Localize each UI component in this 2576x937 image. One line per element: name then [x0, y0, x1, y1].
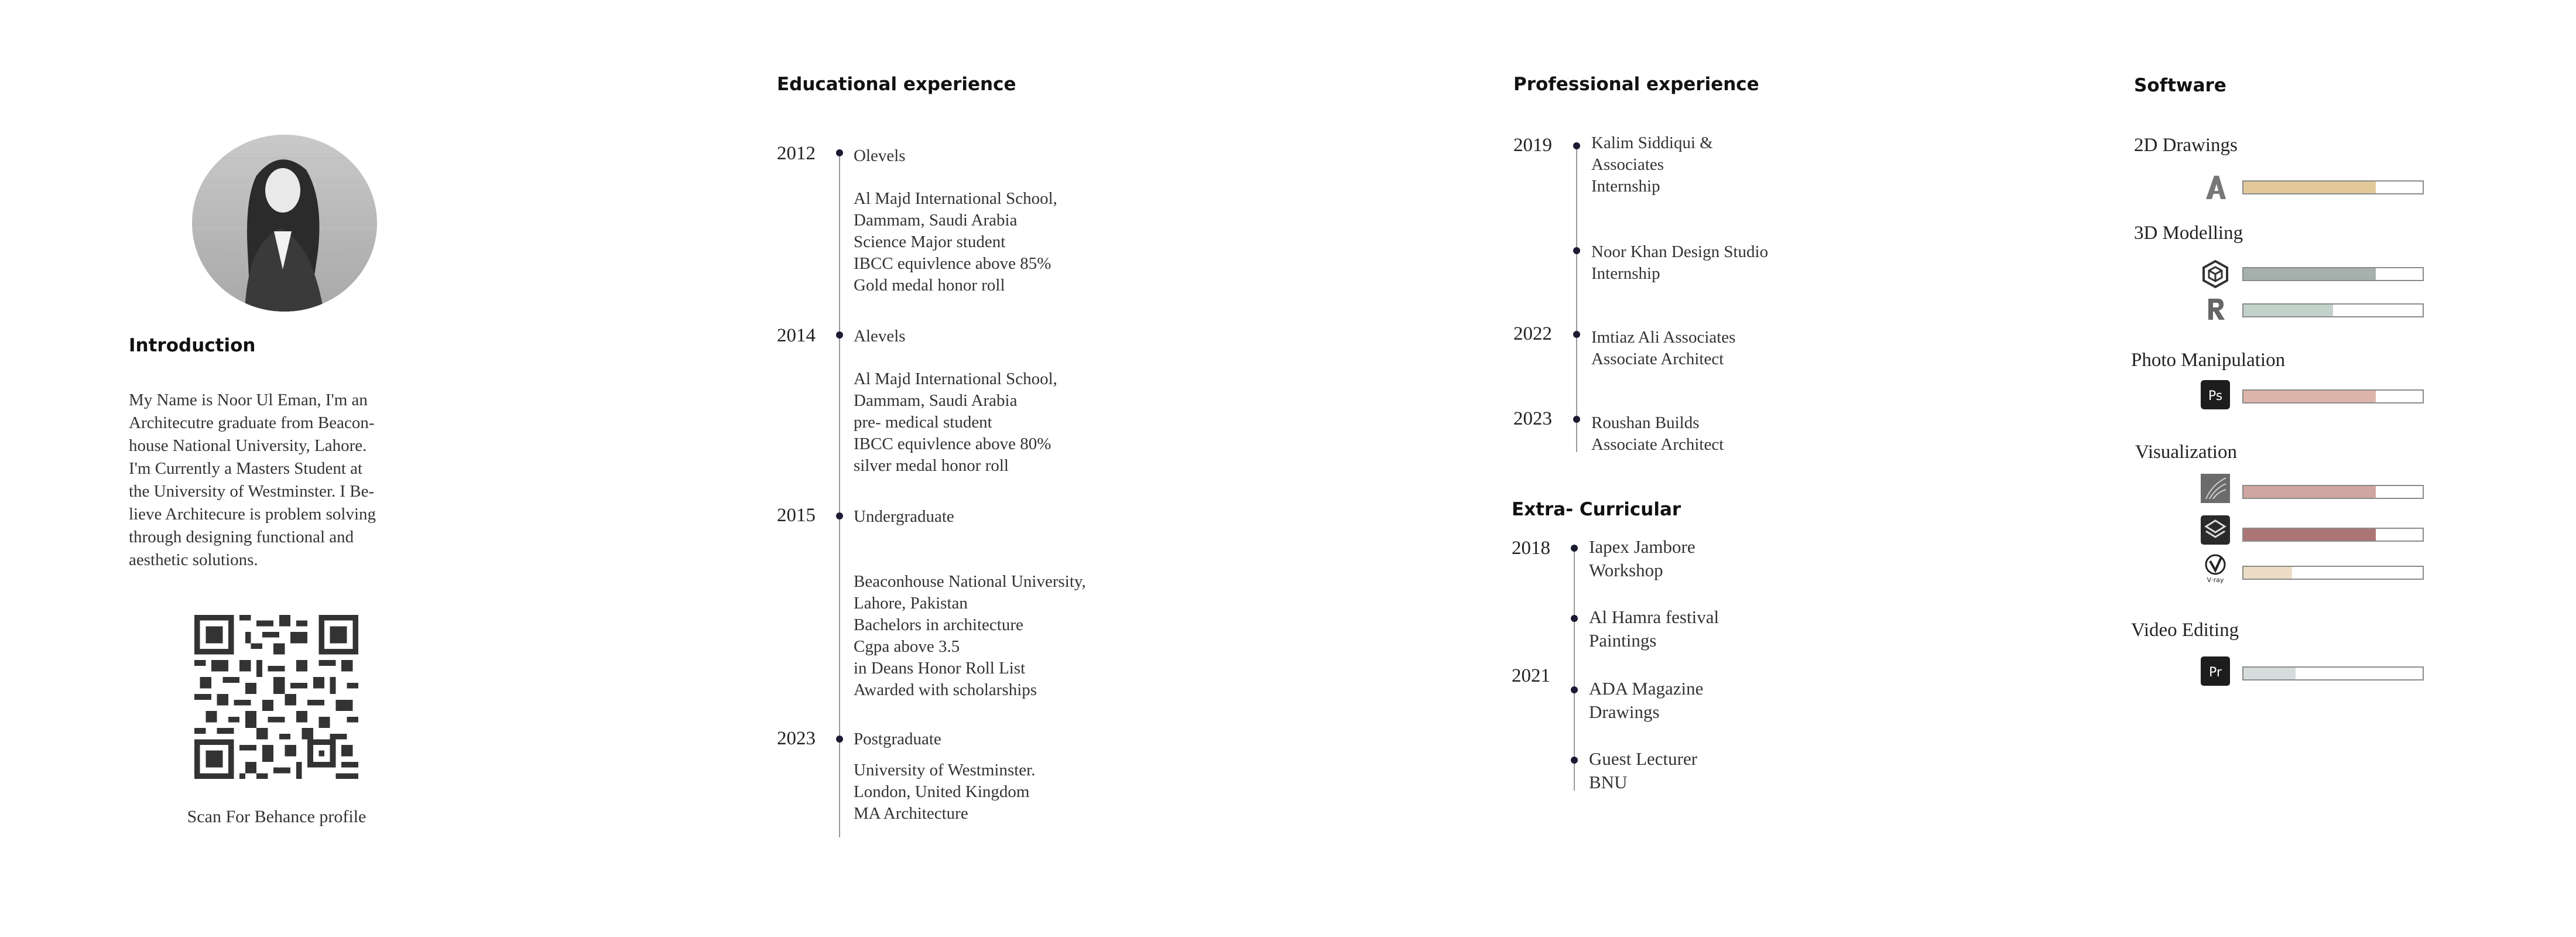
vray-icon [2200, 553, 2231, 583]
skill-bar-autocad [2242, 180, 2424, 194]
revit-icon [2200, 294, 2231, 324]
software-title: Software [2134, 75, 2226, 96]
timeline-dot [1573, 142, 1580, 149]
category-2d-drawings: 2D Drawings [2134, 135, 2238, 156]
extra-year: 2018 [1512, 538, 1550, 559]
category-photo-manipulation: Photo Manipulation [2131, 350, 2286, 371]
professional-year: 2022 [1513, 323, 1552, 344]
extra-timeline-line [1574, 546, 1575, 791]
skill-fill [2243, 529, 2376, 541]
timeline-dot [836, 331, 843, 338]
skill-fill [2243, 305, 2333, 316]
category-3d-modelling: 3D Modelling [2134, 223, 2243, 244]
skill-fill [2243, 268, 2376, 280]
education-year: 2012 [777, 143, 816, 164]
skill-fill [2243, 391, 2376, 402]
timeline-dot [1571, 615, 1578, 622]
skill-bar-enscape [2242, 528, 2424, 542]
premiere-icon [2200, 656, 2231, 686]
autocad-icon [2200, 172, 2231, 203]
photoshop-icon-label: Ps [2208, 389, 2223, 403]
lumion-icon [2200, 473, 2231, 504]
professional-title: Professional experience [1513, 74, 1759, 95]
education-year: 2023 [777, 728, 816, 749]
timeline-dot [836, 149, 843, 156]
skill-fill [2243, 486, 2376, 498]
premiere-icon-label: Pr [2209, 665, 2222, 680]
profile-photo [192, 135, 377, 312]
skill-bar-sketchup [2242, 267, 2424, 281]
skill-bar-revit [2242, 303, 2424, 317]
extra-year: 2021 [1512, 665, 1550, 686]
category-visualization: Visualization [2135, 442, 2237, 463]
category-video-editing: Video Editing [2131, 620, 2239, 641]
vray-icon-label: V·ray [2207, 576, 2224, 583]
skill-bar-photoshop [2242, 389, 2424, 403]
timeline-dot [1571, 686, 1578, 693]
education-entry: Alevels Al Majd International School, Dammam, Saudi Arabia pre- medical student IBCC equivlence above 80% silver medal honor roll [854, 327, 1057, 475]
intro-paragraph: My Name is Noor Ul Eman, I'm an Architecutre graduate from Beacon- house National University, Lahore. I'm Currently a Masters Student at the University of Westminster. I Be- lieve Architecure is problem solving through designing functional and aesthetic solutions. [129, 391, 376, 569]
skill-fill [2243, 567, 2292, 579]
professional-timeline-line [1576, 144, 1577, 452]
professional-entry: Kalim Siddiqui & Associates Internship [1591, 134, 1713, 196]
extra-entry: Iapex Jambore Workshop [1589, 536, 1695, 580]
enscape-icon [2200, 515, 2231, 545]
qr-caption: Scan For Behance profile [187, 807, 366, 826]
education-entry: Olevels Al Majd International School, Dammam, Saudi Arabia Science Major student IBCC equivlence above 85% Gold medal honor roll [854, 146, 1057, 295]
professional-entry: Noor Khan Design Studio Internship [1591, 242, 1769, 283]
professional-entry: Imtiaz Ali Associates Associate Architect [1591, 328, 1736, 368]
skill-fill [2243, 668, 2296, 679]
skill-bar-vray [2242, 566, 2424, 580]
professional-year: 2019 [1513, 135, 1552, 156]
timeline-dot [1571, 545, 1578, 552]
education-timeline-line [839, 149, 840, 837]
timeline-dot [1573, 331, 1580, 338]
extra-entry: Guest Lecturer BNU [1589, 748, 1698, 792]
behance-qr-code[interactable] [194, 615, 358, 779]
education-entry: Postgraduate University of Westminster. London, United Kingdom MA Architecture [854, 730, 1036, 823]
timeline-dot [836, 512, 843, 519]
intro-title: Introduction [129, 335, 256, 356]
skill-bar-lumion [2242, 485, 2424, 499]
education-year: 2015 [777, 505, 816, 526]
skill-bar-premiere [2242, 666, 2424, 680]
timeline-dot [1573, 416, 1580, 423]
extra-entry: Al Hamra festival Paintings [1589, 607, 1719, 651]
professional-entry: Roushan Builds Associate Architect [1591, 413, 1724, 454]
extra-entry: ADA Magazine Drawings [1589, 678, 1704, 722]
extra-curricular-title: Extra- Curricular [1512, 499, 1681, 520]
education-title: Educational experience [777, 74, 1016, 95]
timeline-dot [836, 736, 843, 743]
skill-fill [2243, 182, 2376, 193]
sketchup-icon [2200, 259, 2231, 289]
education-entry: Undergraduate Beaconhouse National University, Lahore, Pakistan Bachelors in architecture Cgpa above 3.5 in Deans Honor Roll List Awarded with scholarships [854, 507, 1086, 699]
photoshop-icon [2200, 379, 2231, 410]
timeline-dot [1571, 757, 1578, 764]
professional-year: 2023 [1513, 408, 1552, 429]
timeline-dot [1573, 247, 1580, 254]
education-year: 2014 [777, 325, 816, 346]
